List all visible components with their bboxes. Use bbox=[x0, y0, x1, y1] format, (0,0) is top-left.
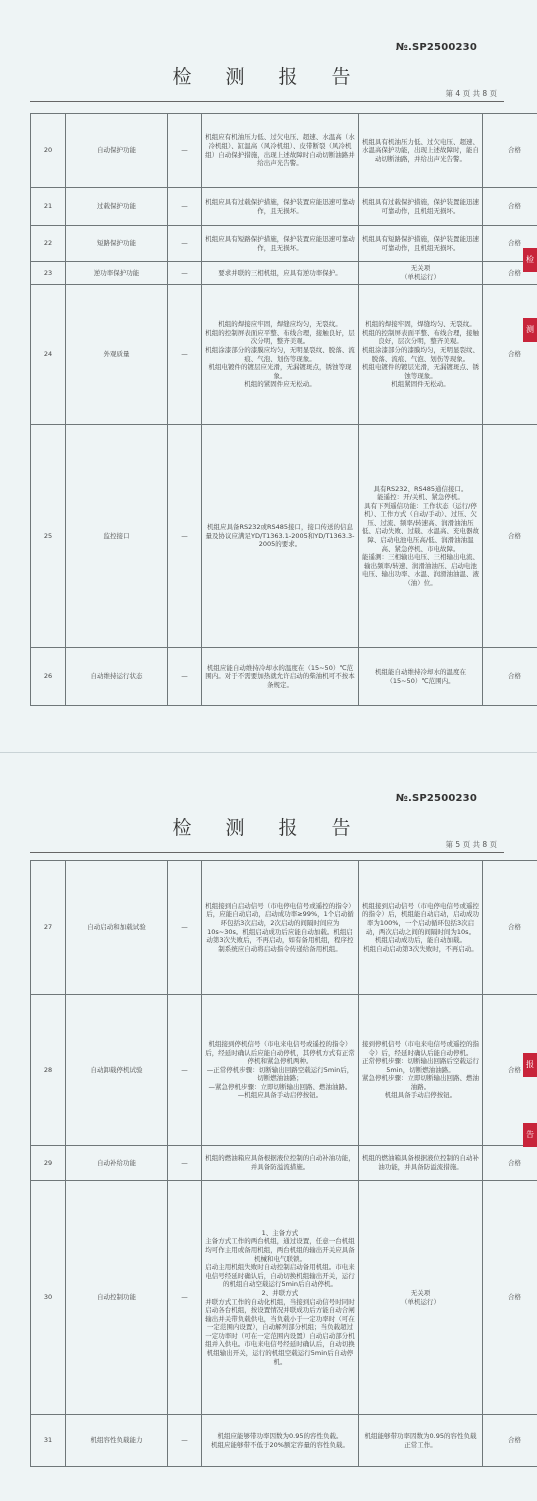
conclusion: 合格 bbox=[483, 226, 537, 262]
conclusion: 合格 bbox=[483, 188, 537, 226]
seal-stamp: 测 bbox=[523, 318, 537, 342]
standard-clause: — bbox=[168, 114, 202, 188]
test-result: 机组能够带功率因数为0.95的容性负载正常工作。 bbox=[359, 1415, 483, 1467]
item-number: 25 bbox=[31, 425, 66, 648]
standard-clause: — bbox=[168, 1146, 202, 1181]
item-number: 29 bbox=[31, 1146, 66, 1181]
conclusion: 合格 bbox=[483, 1181, 537, 1415]
item-number: 31 bbox=[31, 1415, 66, 1467]
standard-clause: — bbox=[168, 861, 202, 995]
report-number: №.SP2500230 bbox=[396, 42, 477, 53]
technical-requirement: 1、主备方式 主备方式工作的两台机组，通过设置，任意一台机组均可作主用或备用机组，两台机组的输出开关应具备机械和电气联锁。 启动主用机组失败时自动控制启动备用机组。市电来电信号经延时确认后，自动切换机组输出开关，运行的机组自动空载运行5min后自动停机。 2、并联方式 并联方式工作的自动化机组，当接到启动信号时同时启动各台机组，按设置情况并联成功后方能自动合闸输出并关带负载供电，当负载小于一定功率时（可在一定范围内设置），自动解列部分机组；当负载超过一定功率时（可在一定范围内设置）自动启动部分机组并入供电。市电来电信号经延时确认后，自动切换机组输出开关，运行的机组空载运行5min后自动停机。 bbox=[202, 1181, 359, 1415]
page-indicator: 第 4 页 共 8 页 bbox=[446, 88, 497, 99]
item-name: 监控接口 bbox=[66, 425, 168, 648]
report-title: 检 测 报 告 bbox=[0, 813, 537, 840]
table-row bbox=[31, 425, 537, 648]
test-result: 接到停机信号（市电来电信号或遥控的指令）后，经延时确认后能自动停机。 正常停机步骤：切断输出回路后空载运行5min，切断燃油油路。 紧急停机步骤：立即切断输出回路、燃油油路。 机组具备手动启停按钮。 bbox=[359, 995, 483, 1146]
page-indicator: 第 5 页 共 8 页 bbox=[446, 839, 497, 850]
item-number: 26 bbox=[31, 648, 66, 706]
standard-clause: — bbox=[168, 425, 202, 648]
standard-clause: — bbox=[168, 1415, 202, 1467]
table-row bbox=[31, 1146, 537, 1181]
technical-requirement: 机组的燃油箱应具备根据液位控制的自动补油功能，并具备防溢流措施。 bbox=[202, 1146, 359, 1181]
standard-clause: — bbox=[168, 1181, 202, 1415]
table-row bbox=[31, 995, 537, 1146]
conclusion: 合格 bbox=[483, 995, 537, 1146]
item-number: 28 bbox=[31, 995, 66, 1146]
test-result: 机组的燃油箱具备根据液位控制的自动补油功能，并具备防溢流措施。 bbox=[359, 1146, 483, 1181]
item-name: 机组容性负载能力 bbox=[66, 1415, 168, 1467]
item-number: 21 bbox=[31, 188, 66, 226]
seal-stamp: 报 bbox=[523, 1053, 537, 1077]
table-row bbox=[31, 285, 537, 425]
table-row bbox=[31, 226, 537, 262]
technical-requirement: 机组应具备RS232或RS485接口，接口传送的信息量及协议应满足YD/T1363.1-2005和YD/T1363.3-2005的要求。 bbox=[202, 425, 359, 648]
standard-clause: — bbox=[168, 995, 202, 1146]
conclusion: 合格 bbox=[483, 262, 537, 285]
table-row bbox=[31, 861, 537, 995]
technical-requirement: 机组应能够带功率因数为0.95的容性负载。 机组应能够带不低于20%额定容量的容性负载。 bbox=[202, 1415, 359, 1467]
header-rule bbox=[30, 852, 504, 853]
item-name: 自动保护功能 bbox=[66, 114, 168, 188]
item-number: 24 bbox=[31, 285, 66, 425]
test-result: 机组的焊接牢固，焊缝均匀、无裂纹。 机组的控制屏表面平整、布线合理，接触良好，层次分明，整齐美观。 机组涂漆部分的漆膜均匀，无明显裂纹、脱落、流痕、气泡、划伤等现象。 机组电镀件的镀层光滑，无漏镀斑点、锈蚀等现象。 机组紧固件无松动。 bbox=[359, 285, 483, 425]
conclusion: 合格 bbox=[483, 285, 537, 425]
test-result: 机组能自动维持冷却水的温度在（15~50）℃范围内。 bbox=[359, 648, 483, 706]
item-name: 短路保护功能 bbox=[66, 226, 168, 262]
standard-clause: — bbox=[168, 285, 202, 425]
report-number: №.SP2500230 bbox=[396, 793, 477, 804]
standard-clause: — bbox=[168, 226, 202, 262]
header-rule bbox=[30, 101, 504, 102]
technical-requirement: 机组应有机油压力低、过欠电压、超速、水温高（水冷机组）、缸温高（风冷机组）、皮带断裂（风冷机组）自动保护措施，出现上述故障时自动切断油路并给出声光告警。 bbox=[202, 114, 359, 188]
table-row bbox=[31, 114, 537, 188]
seal-stamp: 告 bbox=[523, 1123, 537, 1147]
item-name: 过载保护功能 bbox=[66, 188, 168, 226]
standard-clause: — bbox=[168, 188, 202, 226]
item-name: 逆功率保护功能 bbox=[66, 262, 168, 285]
test-result: 机组具有过载保护措施，保护装置能迅速可靠动作，且机组无损坏。 bbox=[359, 188, 483, 226]
test-result: 具有RS232、RS485通信接口。 能遥控：开/关机、紧急停机。 具有下列遥信功能：工作状态（运行/停机）、工作方式（自动/手动）、过压、欠压、过流、频率/转速高、润滑油油压低、启动失败、过载、水温高、充电器故障、启动电池电压高/低、润滑油油温高、紧急停机、市电故障。 能遥测：三相输出电压、三相输出电流、输出频率/转速、润滑油油压、启动电池电压、输出功率、水温、润滑油油温、液（油）位。 bbox=[359, 425, 483, 648]
table-row bbox=[31, 1181, 537, 1415]
table-row bbox=[31, 262, 537, 285]
test-result: 无关项 （单机运行） bbox=[359, 262, 483, 285]
inspection-table bbox=[30, 860, 537, 1467]
item-name: 自动启动和加载试验 bbox=[66, 861, 168, 995]
technical-requirement: 机组应具有短路保护措施，保护装置应能迅速可靠动作，且无损坏。 bbox=[202, 226, 359, 262]
table-row bbox=[31, 1415, 537, 1467]
item-number: 27 bbox=[31, 861, 66, 995]
technical-requirement: 机组的焊接应牢固，焊缝应均匀，无裂纹。 机组的控制屏表面应平整、布线合理，接触良好，层次分明，整齐美观。 机组涂漆部分的漆膜应均匀，无明显裂纹、脱落、流痕、气泡、划伤等现象。 机组电镀件的镀层应光滑，无漏镀斑点，锈蚀等现象。 机组的紧固件应无松动。 bbox=[202, 285, 359, 425]
item-number: 30 bbox=[31, 1181, 66, 1415]
test-result: 无关项 （单机运行） bbox=[359, 1181, 483, 1415]
item-number: 20 bbox=[31, 114, 66, 188]
test-result: 机组接到启动信号（市电停电信号或遥控的指令）后，机组能自动启动，启动成功率为100%，一个启动循环包括3次启动，两次启动之间的间隔时间为10s。 机组启动成功后，能自动加载。 机组自动启动第3次失败时，不再启动。 bbox=[359, 861, 483, 995]
item-name: 自动控制功能 bbox=[66, 1181, 168, 1415]
conclusion: 合格 bbox=[483, 114, 537, 188]
item-name: 自动卸载停机试验 bbox=[66, 995, 168, 1146]
conclusion: 合格 bbox=[483, 861, 537, 995]
item-number: 23 bbox=[31, 262, 66, 285]
conclusion: 合格 bbox=[483, 648, 537, 706]
conclusion: 合格 bbox=[483, 1415, 537, 1467]
seal-stamp: 检 bbox=[523, 248, 537, 272]
technical-requirement: 机组接到停机信号（市电来电信号或遥控的指令）后，经延时确认后应能自动停机，其停机方式有正常停机和紧急停机两种。 —正常停机步骤：切断输出回路空载运行5min后，切断燃油油路； —紧急停机步骤：立即切断输出回路、燃油油路。 —机组应具备手动启停按钮。 bbox=[202, 995, 359, 1146]
standard-clause: — bbox=[168, 262, 202, 285]
item-name: 自动补给功能 bbox=[66, 1146, 168, 1181]
item-name: 自动维持运行状态 bbox=[66, 648, 168, 706]
report-title: 检 测 报 告 bbox=[0, 62, 537, 89]
inspection-table bbox=[30, 113, 537, 706]
technical-requirement: 机组应能自动维持冷却水的温度在（15~50）℃范围内。对于不需要加热就允许启动的柴油机可不按本条规定。 bbox=[202, 648, 359, 706]
test-result: 机组具有短路保护措施，保护装置能迅速可靠动作，且机组无损坏。 bbox=[359, 226, 483, 262]
item-name: 外观质量 bbox=[66, 285, 168, 425]
conclusion: 合格 bbox=[483, 425, 537, 648]
table-row bbox=[31, 188, 537, 226]
table-row bbox=[31, 648, 537, 706]
report-page-5 bbox=[0, 752, 537, 1501]
technical-requirement: 要求并联的三相机组，应具有逆功率保护。 bbox=[202, 262, 359, 285]
standard-clause: — bbox=[168, 648, 202, 706]
conclusion: 合格 bbox=[483, 1146, 537, 1181]
test-result: 机组具有机油压力低、过欠电压、超速、水温高保护功能，出现上述故障时，能自动切断油路，并给出声光告警。 bbox=[359, 114, 483, 188]
technical-requirement: 机组应具有过载保护措施，保护装置应能迅速可靠动作，且无损坏。 bbox=[202, 188, 359, 226]
technical-requirement: 机组接到自启动信号（市电停电信号或遥控的指令）后，应能自动启动，启动成功率≥99%，1个启动循环包括3次启动，2次启动的间隔时间应为10s~30s。机组启动成功后应能自动加载。机组启动第3次失败后，不再启动，如有备用机组，程序控制系统应自动将启动指令传递给备用机组。 bbox=[202, 861, 359, 995]
item-number: 22 bbox=[31, 226, 66, 262]
